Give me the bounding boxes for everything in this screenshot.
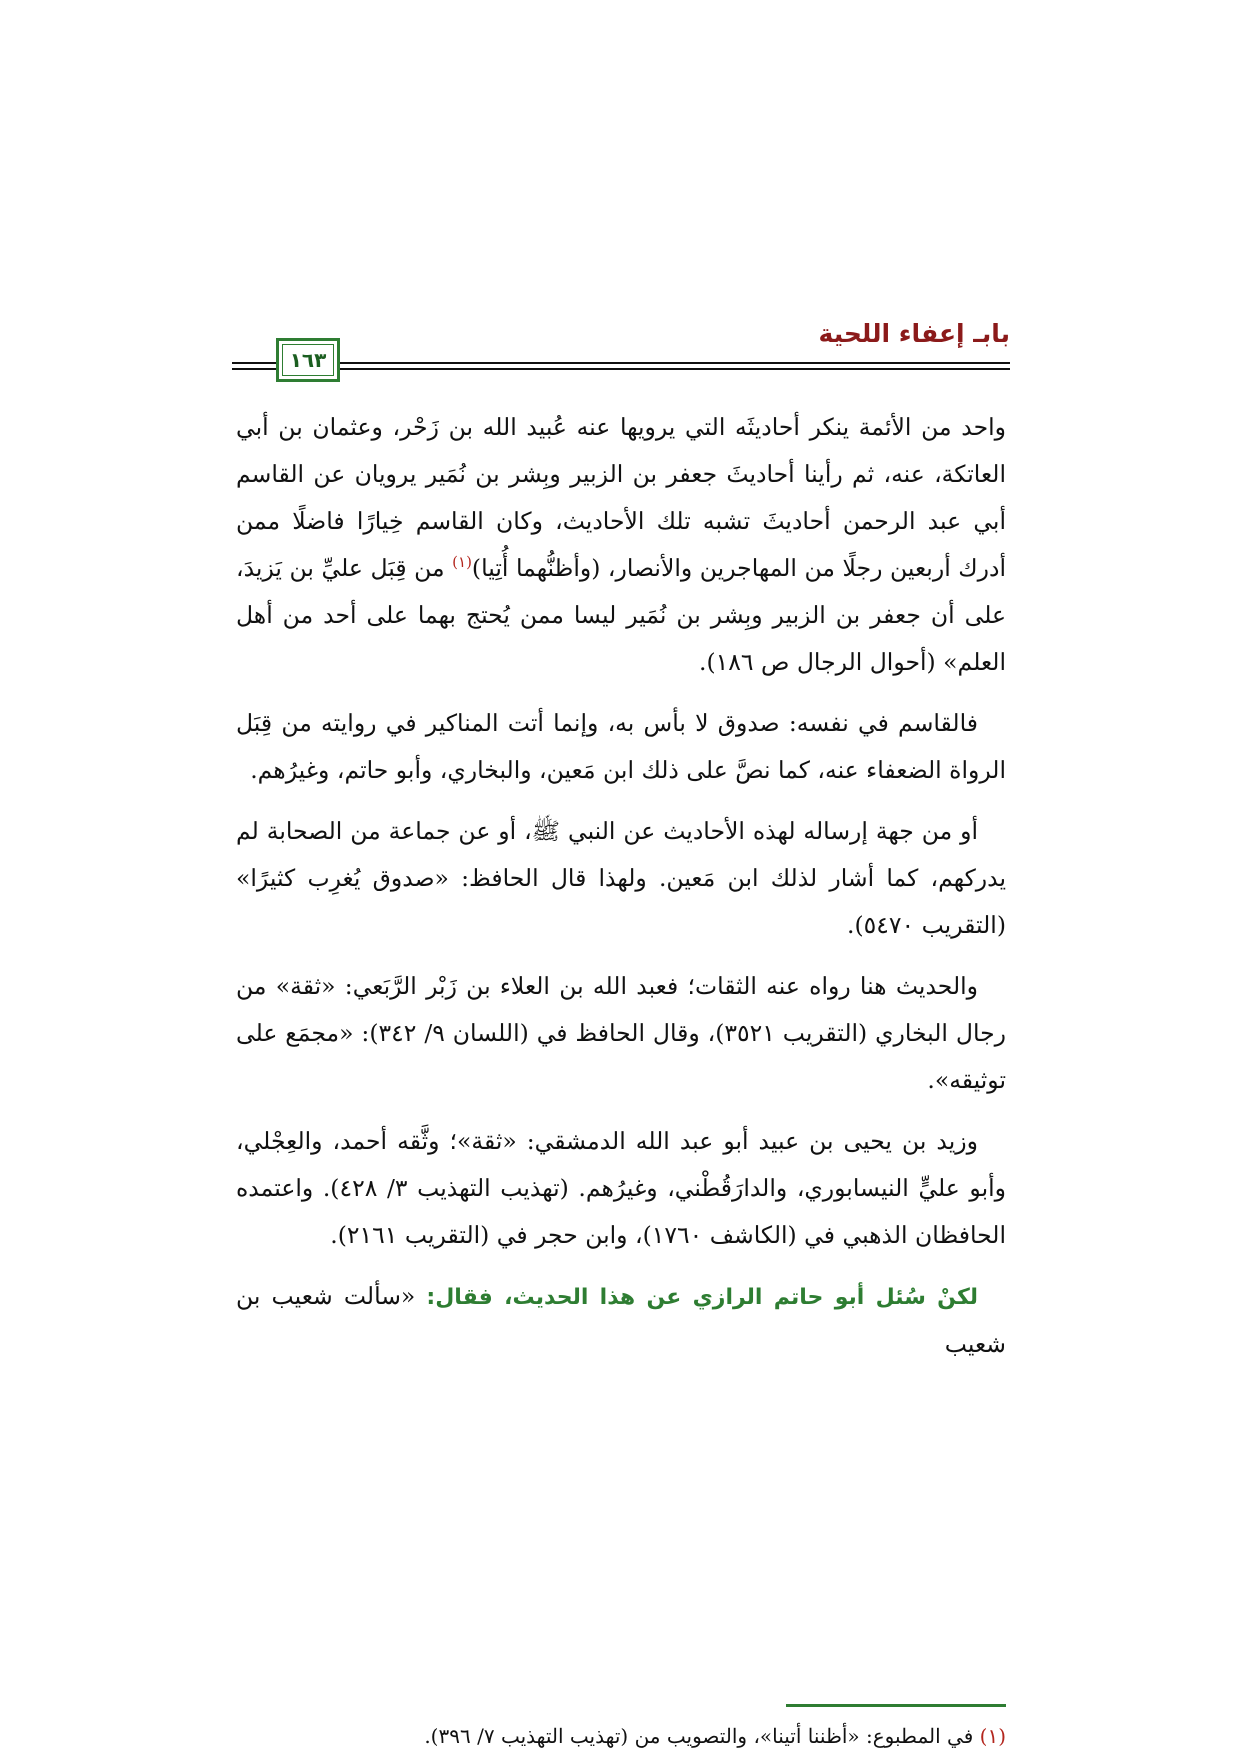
footnote-divider xyxy=(786,1704,1006,1707)
page-number: ١٦٣ xyxy=(289,348,327,372)
paragraph-5: وزيد بن يحيى بن عبيد أبو عبد الله الدمشقي: «ثقة»؛ وثَّقه أحمد، والعِجْلي، وأبو عليٍّ النيسابوري، والدارَقُطْني، وغيرُهم. (تهذيب التهذيب ٣/ ٤٢٨). واعتمده الحافظان الذهبي في (الكاشف ١٧٦٠)، وابن حجر في (التقريب ٢١٦١). xyxy=(236,1127,1006,1249)
footnote-reference[interactable]: (١) xyxy=(452,553,472,572)
paragraph-1-end: من قِبَل عليِّ بن يَزيدَ، على أن جعفر بن الزبير وبِشر بن نُمَير ليسا ممن يُحتج بهما على أحد من أهل العلم» (أحوال الرجال ص ١٨٦). xyxy=(236,554,1006,676)
page-header xyxy=(232,318,1010,382)
header-rule-bottom xyxy=(232,368,1010,370)
footnote xyxy=(236,1722,1006,1750)
header-rule-top xyxy=(232,362,1010,364)
highlighted-question: لكنْ سُئل أبو حاتم الرازي عن هذا الحديث، فقال: xyxy=(426,1285,978,1310)
paragraph-6 xyxy=(236,1273,1006,1368)
main-text xyxy=(236,404,1006,1382)
paragraph-3: أو من جهة إرساله لهذه الأحاديث عن النبي ﷺ، أو عن جماعة من الصحابة لم يدركهم، كما أشار لذلك ابن مَعين. ولهذا قال الحافظ: «صدوق يُغرِب كثيرًا» (التقريب ٥٤٧٠). xyxy=(236,817,1006,939)
chapter-title: بابـ إعفاء اللحية xyxy=(813,318,1010,350)
paragraph-1 xyxy=(236,404,1006,686)
paragraph-4: والحديث هنا رواه عنه الثقات؛ فعبد الله بن العلاء بن زَبْر الرَّبَعي: «ثقة» من رجال البخاري (التقريب ٣٥٢١)، وقال الحافظ في (اللسان ٩/ ٣٤٢): «مجمَع على توثيقه». xyxy=(236,972,1006,1094)
paragraph-1-text: واحد من الأئمة ينكر أحاديثَه التي يرويها عنه عُبيد الله بن زَحْر، وعثمان بن أبي العاتكة، عنه، ثم رأينا أحاديثَ جعفر بن الزبير وبِشر بن نُمَير يرويان عن القاسم أبي عبد الرحمن أحاديثَ تشبه تلك الأحاديث، وكان القاسم خِيارًا فاضلًا ممن أدرك أربعين رجلًا من المهاجرين والأنصار، (وأظنُّهما أُتِيا) xyxy=(236,413,1006,582)
paragraph-6-text: «سألت شعيب بن شعيب xyxy=(236,1282,1006,1358)
paragraph-2: فالقاسم في نفسه: صدوق لا بأس به، وإنما أتت المناكير في روايته من قِبَل الرواة الضعفاء عنه، كما نصَّ على ذلك ابن مَعين، والبخاري، وأبو حاتم، وغيرُهم. xyxy=(236,709,1006,784)
footnote-text: في المطبوع: «أظننا أتينا»، والتصويب من (تهذيب التهذيب ٧/ ٣٩٦). xyxy=(424,1724,980,1748)
footnote-marker: (١) xyxy=(979,1724,1006,1748)
page-number-badge xyxy=(276,338,340,382)
